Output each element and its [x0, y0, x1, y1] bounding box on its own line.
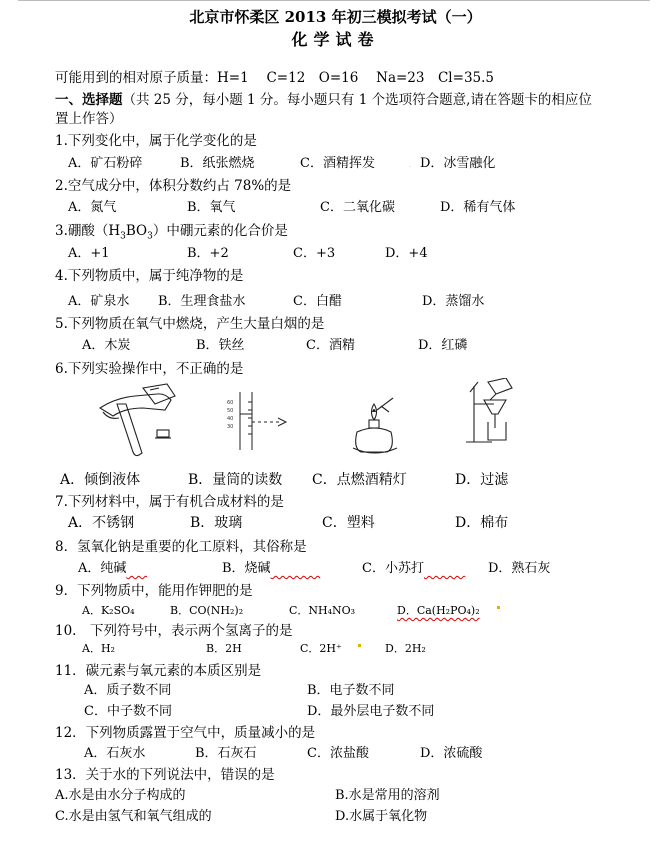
option: A．H₂ [82, 642, 115, 655]
option: A.水是由水分子构成的 [55, 788, 186, 803]
option: A．倾倒液体 [60, 472, 141, 488]
atomic-mass-line: 可能用到的相对原子质量：H=1 C=12 O=16 Na=23 Cl=35.5 [55, 70, 494, 86]
wavy-mark [271, 561, 321, 576]
wavy-mark [424, 561, 465, 576]
option: A．K₂SO₄ [82, 604, 135, 617]
section-heading [55, 88, 592, 108]
option-text: C．小苏打 [362, 561, 424, 576]
question-stem: 13．关于水的下列说法中，错误的是 [55, 767, 275, 783]
graduated-cylinder-figure [222, 388, 302, 458]
option: B．玻璃 [190, 515, 243, 531]
question-stem: 8．氢氧化钠是重要的化工原料，其俗称是 [55, 539, 307, 555]
question-stem: 2.空气成分中，体积分数约占 78%的是 [55, 178, 292, 194]
tick-label: 40 [227, 416, 234, 422]
question-stem [55, 219, 288, 242]
option [78, 557, 147, 576]
option: C．二氧化碳 [320, 200, 395, 215]
option: D．棉布 [455, 515, 509, 531]
stem-sub: 3 [147, 231, 153, 242]
option: B．电子数不同 [307, 683, 395, 698]
question-stem: 11．碳元素与氧元素的本质区别是 [55, 663, 262, 679]
filtration-figure [460, 378, 530, 448]
question-stem: 7.下列材料中，属于有机合成材料的是 [55, 494, 284, 510]
option: A．石灰水 [84, 746, 146, 761]
option-text: A．纯碱 [78, 561, 127, 576]
option: D．冰雪融化 [420, 156, 496, 171]
option: A．氮气 [68, 200, 117, 215]
option: C．点燃酒精灯 [312, 472, 407, 488]
option: A．质子数不同 [84, 683, 172, 698]
option: B．+2 [187, 246, 229, 261]
option: B．铁丝 [196, 338, 245, 353]
exam-title: 北京市怀柔区 2013 年初三模拟考试（一） [189, 8, 482, 26]
option: C．白醋 [293, 294, 342, 309]
section-desc-1: （共 25 分，每小题 1 分。每小题只有 1 个选项符合题意,请在答题卡的相应位 [122, 92, 592, 108]
option: D．蒸馏水 [422, 294, 485, 309]
option: D．浓硫酸 [420, 746, 483, 761]
pouring-liquid-figure [95, 382, 195, 462]
tick-label: 30 [227, 424, 234, 430]
section-desc-2: 置上作答） [55, 111, 123, 127]
option: B．纸张燃烧 [180, 156, 255, 171]
option: A．矿石粉碎 [68, 156, 143, 171]
stem-sub: 3 [120, 231, 126, 242]
option: B．石灰石 [195, 746, 257, 761]
option: B．氧气 [187, 200, 236, 215]
question-stem: 10. 下列符号中，表示两个氢离子的是 [55, 623, 293, 639]
option: C．中子数不同 [84, 704, 172, 719]
alcohol-lamp-figure [345, 392, 405, 458]
question-stem: 9．下列物质中，能用作钾肥的是 [55, 583, 253, 599]
option: A．不锈钢 [68, 515, 135, 531]
option: C．浓盐酸 [307, 746, 369, 761]
option: B．2H [206, 642, 242, 655]
question-stem: 12．下列物质露置于空气中，质量减小的是 [55, 725, 316, 741]
section-title: 一、选择题 [55, 92, 123, 108]
option [222, 557, 320, 576]
option-text: B．烧碱 [222, 561, 271, 576]
stem-part: 3.硼酸（H [55, 223, 121, 239]
stem-part: ）中硼元素的化合价是 [152, 223, 288, 239]
wavy-mark [126, 561, 147, 576]
option: D．+4 [385, 246, 428, 261]
option: D.水属于氧化物 [335, 809, 428, 824]
exam-subtitle: 化学试卷 [291, 30, 380, 49]
option: C.水是由氢气和氧气组成的 [55, 809, 212, 824]
option: C．2H⁺ [300, 642, 342, 655]
question-stem: 4.下列物质中，属于纯净物的是 [55, 268, 244, 284]
option: C．塑料 [322, 515, 375, 531]
option: A．木炭 [82, 338, 131, 353]
option: D．稀有气体 [440, 200, 516, 215]
option: C．酒精挥发 [300, 156, 375, 171]
option: D．2H₂ [385, 642, 426, 655]
option: A．+1 [68, 246, 110, 261]
option: D．红磷 [418, 338, 468, 353]
stem-part: BO [125, 223, 148, 239]
option: B．生理食盐水 [158, 294, 246, 309]
option: D．Ca(H₂PO₄)₂ [397, 604, 480, 617]
question-stem: 6.下列实验操作中，不正确的是 [55, 361, 244, 377]
question-stem: 5.下列物质在氧气中燃烧，产生大量白烟的是 [55, 316, 325, 332]
option: B．量筒的读数 [188, 472, 283, 488]
option: C．NH₄NO₃ [289, 604, 356, 617]
option: A．矿泉水 [68, 294, 130, 309]
option: B.水是常用的溶剂 [335, 788, 440, 803]
option: D．熟石灰 [488, 561, 551, 576]
top-rule [18, 0, 650, 2]
tick-label: 50 [227, 408, 234, 414]
question-stem: 1.下列变化中，属于化学变化的是 [55, 133, 257, 149]
wavy-mark [405, 152, 417, 167]
option: D．过滤 [455, 472, 509, 488]
stray-mark [497, 606, 500, 609]
option [362, 557, 465, 576]
option: C．+3 [293, 246, 336, 261]
option: B．CO(NH₂)₂ [170, 604, 244, 617]
stray-mark [358, 644, 361, 647]
option: C．酒精 [306, 338, 355, 353]
option: D．最外层电子数不同 [307, 704, 435, 719]
tick-label: 60 [227, 400, 234, 406]
